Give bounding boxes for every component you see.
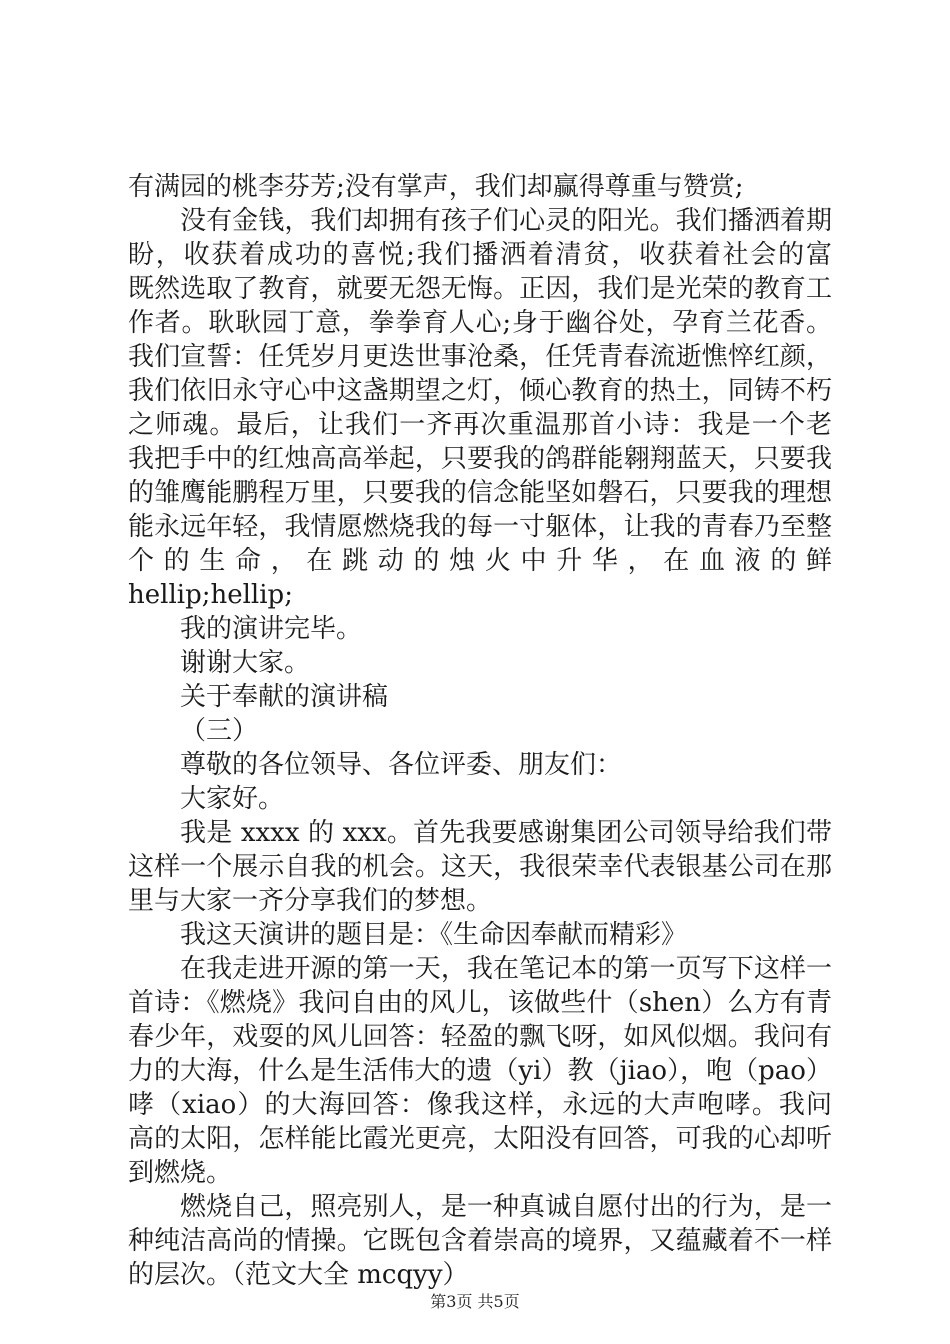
text-line: 的雏鹰能鹏程万里，只要我的信念能坚如磐石，只要我的理想 <box>128 478 832 508</box>
text-line: 力的大海，什么是生活伟大的遗（yi）教（jiao），咆（pao） <box>128 1056 832 1086</box>
text-line: 里与大家一齐分享我们的梦想。 <box>128 886 493 916</box>
text-line: 我把手中的红烛高高举起，只要我的鸽群能翱翔蓝天，只要我 <box>128 444 832 474</box>
text-line: hellip;hellip; <box>128 580 293 610</box>
text-line: 我这天演讲的题目是：《生命因奉献而精彩》 <box>180 920 688 950</box>
text-line: 有满园的桃李芬芳;没有掌声，我们却赢得尊重与赞赏; <box>128 172 744 202</box>
text-line: 谢谢大家。 <box>180 648 311 678</box>
text-line: 首诗：《燃烧》我问自由的风儿，该做些什（shen）么方有青 <box>128 988 832 1018</box>
page-footer: 第3页 共5页 <box>430 1292 520 1311</box>
text-line: 关于奉献的演讲稿 <box>180 682 389 712</box>
text-line: 没有金钱，我们却拥有孩子们心灵的阳光。我们播洒着期 <box>180 206 832 236</box>
text-line: 我是 xxxx 的 xxx。首先我要感谢集团公司领导给我们带 <box>180 818 832 848</box>
document-body <box>128 170 832 1292</box>
text-line: 盼，收获着成功的喜悦;我们播洒着清贫，收获着社会的富 <box>128 240 832 270</box>
text-line: 我们依旧永守心中这盏期望之灯，倾心教育的热土，同铸不朽 <box>128 376 832 406</box>
text-line: 大家好。 <box>180 784 285 814</box>
text-line: 到燃烧。 <box>128 1158 233 1188</box>
text-line: 这样一个展示自我的机会。这天，我很荣幸代表银基公司在那 <box>128 852 832 882</box>
text-line: 种纯洁高尚的情操。它既包含着崇高的境界，又蕴藏着不一样 <box>128 1226 832 1256</box>
text-line: 尊敬的各位领导、各位评委、朋友们： <box>180 750 623 780</box>
text-line: 我们宣誓：任凭岁月更迭世事沧桑，任凭青春流逝憔悴红颜， <box>128 342 832 372</box>
text-line: 既然选取了教育，就要无怨无悔。正因，我们是光荣的教育工 <box>128 274 832 304</box>
text-line: 燃烧自己，照亮别人，是一种真诚自愿付出的行为，是一 <box>180 1192 832 1222</box>
text-line: 春少年，戏耍的风儿回答：轻盈的飘飞呀，如风似烟。我问有 <box>128 1022 832 1052</box>
text-line: 能永远年轻，我情愿燃烧我的每一寸躯体，让我的青春乃至整 <box>128 512 832 542</box>
text-line: 个 的 生 命 ， 在 跳 动 的 烛 火 中 升 华 ， 在 血 液 的 鲜 <box>128 546 832 576</box>
text-line: 作者。耿耿园丁意，拳拳育人心;身于幽谷处，孕育兰花香。 <box>128 308 832 338</box>
text-line: 哮（xiao）的大海回答：像我这样，永远的大声咆哮。我问 <box>128 1090 832 1120</box>
text-line: 高的太阳，怎样能比霞光更亮，太阳没有回答，可我的心却听 <box>128 1124 832 1154</box>
text-line: 之师魂。最后，让我们一齐再次重温那首小诗：我是一个老 <box>128 410 832 440</box>
text-line: 我的演讲完毕。 <box>180 614 363 644</box>
text-line: 的层次。（范文大全 mcqyy） <box>128 1260 469 1290</box>
text-line: 在我走进开源的第一天，我在笔记本的第一页写下这样一 <box>180 954 832 984</box>
text-line: （三） <box>180 716 259 746</box>
